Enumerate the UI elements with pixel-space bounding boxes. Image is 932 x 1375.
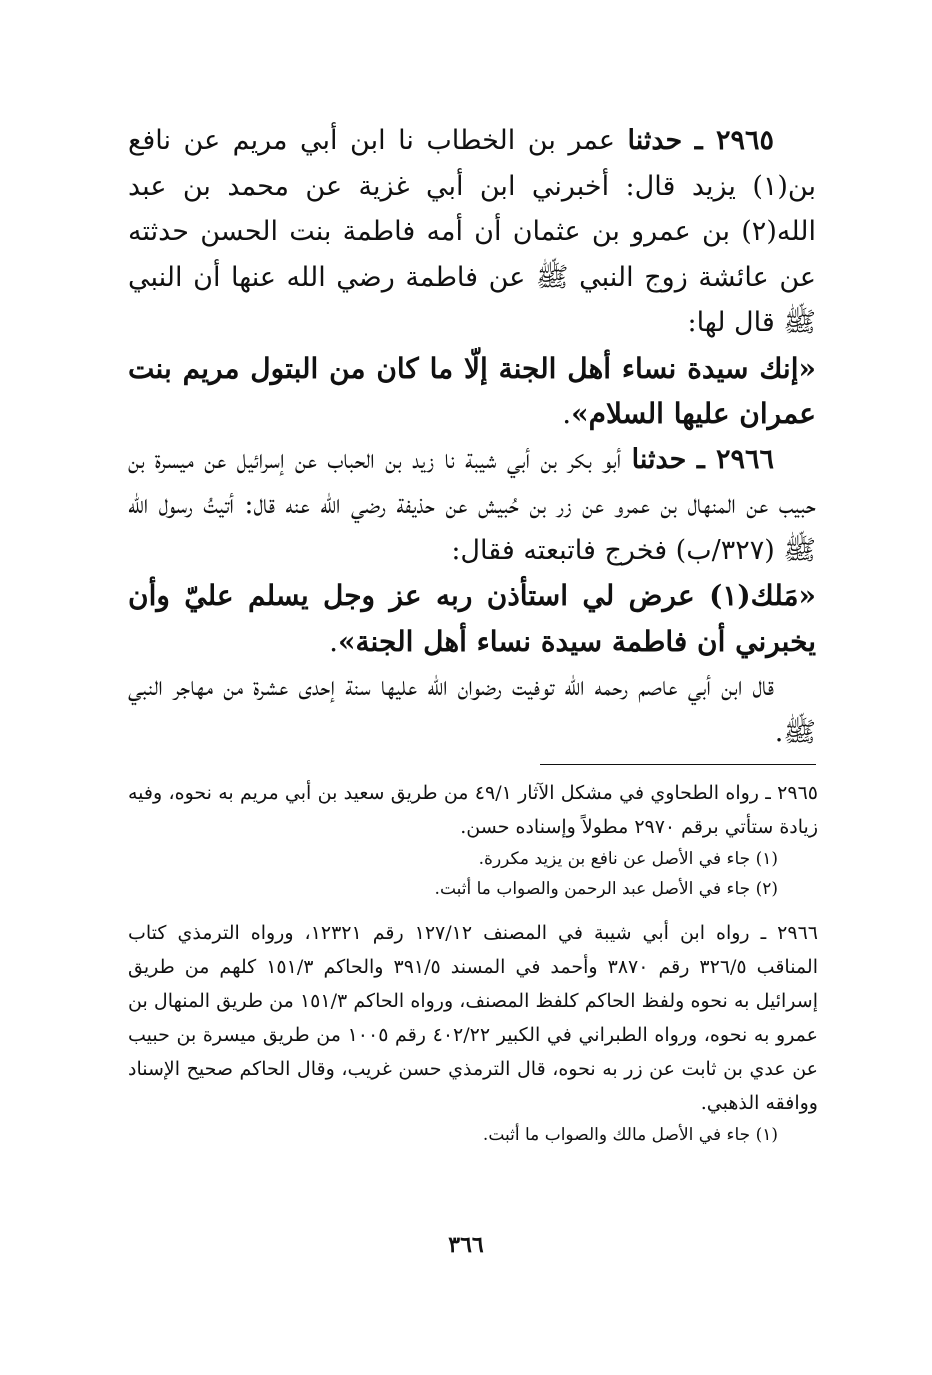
footnote-2966 <box>128 916 818 1120</box>
closing-statement: قال ابن أبي عاصم رحمه الله توفيت رضوان الله عليها سنة إحدى عشرة من مهاجر النبي ﷺ. <box>128 671 816 748</box>
footnote-divider <box>540 764 816 765</box>
footnote-2965 <box>128 776 818 844</box>
footnote-number: ٢٩٦٥ ـ <box>765 782 818 804</box>
hadith-2965 <box>128 118 816 346</box>
footnote-2965-sub-1: (١) جاء في الأصل عن نافع بن يزيد مكررة. <box>478 849 778 869</box>
hadith-text: أبو بكر بن أبي شيبة نا زيد بن الحباب عن إسرائيل عن ميسرة بن حبيب عن المنهال بن عمرو عن زر بن حُبيش عن حذيفة رضي الله عنه قال: أتيتُ رسول الله ﷺ (٣٢٧/ب) فخرج فاتبعته فقال: <box>128 443 816 566</box>
hadith-2966 <box>128 437 816 574</box>
hadith-2966-quote: «مَلك(١) عرض لي استأذن ربه عز وجل يسلم عليّ وأن يخبرني أن فاطمة سيدة نساء أهل الجنة». <box>128 579 816 658</box>
footnote-text: رواه ابن أبي شيبة في المصنف ١٢٧/١٢ رقم ١٢٣٢١، ورواه الترمذي كتاب المناقب ٣٢٦/٥ رقم ٣٨٧٠ وأحمد في المسند ٣٩١/٥ والحاكم ١٥١/٣ كلهم من طريق إسرائيل به نحوه ولفظ الحاكم كلفظ المصنف، ورواه الحاكم ١٥١/٣ من طريق المنهال بن عمرو به نحوه، ورواه الطبراني في الكبير ٤٠٢/٢٢ رقم ١٠٠٥ من طريق ميسرة بن حبيب عن عدي بن ثابت عن زر به نحوه، قال الترمذي حسن غريب، وقال الحاكم صحيح الإسناد ووافقه الذهبي. <box>128 922 819 1114</box>
hadith-number: ٢٩٦٦ ـ <box>696 443 774 475</box>
footnote-2965-sub-2: (٢) جاء في الأصل عبد الرحمن والصواب ما أثبت. <box>434 879 778 899</box>
footnotes <box>128 776 818 1150</box>
hadith-2965-quote: «إنك سيدة نساء أهل الجنة إلّا ما كان من البتول مريم بنت عمران عليها السلام». <box>128 351 816 430</box>
footnote-number: ٢٩٦٦ ـ <box>760 922 818 944</box>
hadith-lead: حدثنا <box>627 125 683 156</box>
footnote-text: رواه الطحاوي في مشكل الآثار ٤٩/١ من طريق سعيد بن أبي مريم به نحوه، وفيه زيادة ستأتي برقم ٢٩٧٠ مطولاً وإسناده حسن. <box>128 782 818 838</box>
hadith-text: عمر بن الخطاب نا ابن أبي مريم عن نافع بن(١) يزيد قال: أخبرني ابن أبي غزية عن محمد بن عبد الله(٢) بن عمرو بن عثمان أن أمه فاطمة بنت الحسن حدثته عن عائشة زوج النبي ﷺ عن فاطمة رضي الله عنها أن النبي ﷺ قال لها: <box>128 125 816 338</box>
hadith-number: ٢٩٦٥ ـ <box>694 125 774 156</box>
main-text <box>128 118 816 755</box>
footnote-2966-sub-1: (١) جاء في الأصل مالك والصواب ما أثبت. <box>482 1125 778 1145</box>
page-number: ٣٦٦ <box>448 1232 484 1258</box>
hadith-lead: حدثنا <box>631 443 687 475</box>
